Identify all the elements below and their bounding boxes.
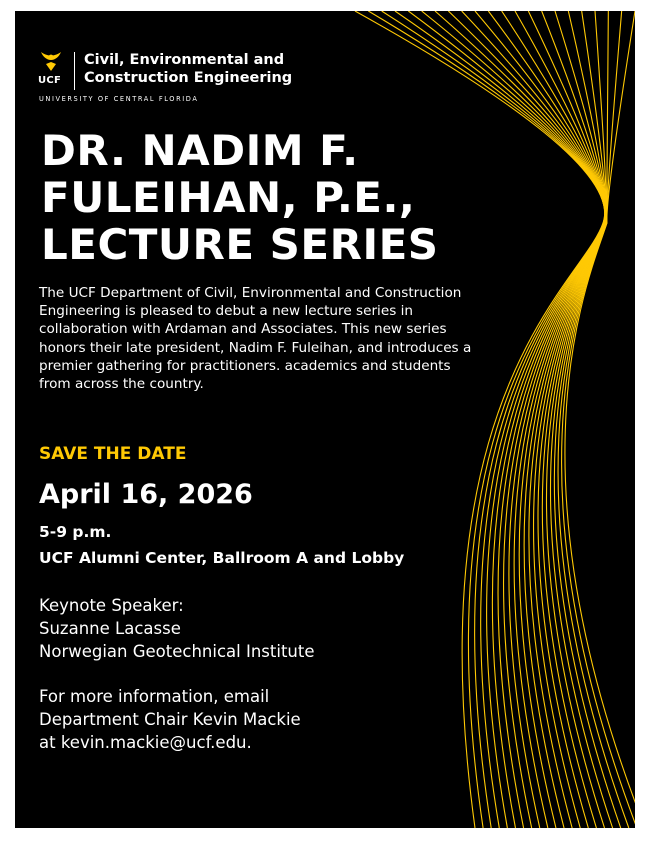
logo-divider: [74, 52, 75, 90]
event-time: 5-9 p.m.: [39, 523, 112, 541]
pegasus-icon: [39, 51, 63, 73]
keynote-label: Keynote Speaker:: [39, 596, 184, 615]
intro-paragraph: The UCF Department of Civil, Environmental and Construction Engineering is pleased to debut a new lecture series in collaboration with Ardaman and Associates. This new series honors their late president, Nadim F. Fuleihan, and introduces a premier gathering for practitioners. academics and students from across the country.: [39, 285, 472, 393]
title-line-2: FULEIHAN, P.E.,: [41, 173, 416, 222]
info-line-3: at kevin.mackie@ucf.edu.: [39, 733, 252, 752]
event-venue: UCF Alumni Center, Ballroom A and Lobby: [39, 549, 405, 567]
keynote-speaker-name: Suzanne Lacasse: [39, 619, 181, 638]
ucf-wordmark: UCF: [38, 75, 62, 86]
title-line-1: DR. NADIM F.: [41, 126, 359, 175]
title-line-3: LECTURE SERIES: [41, 220, 439, 269]
keynote-speaker-org: Norwegian Geotechnical Institute: [39, 642, 315, 661]
department-name: [84, 51, 292, 87]
keynote-block: [39, 594, 315, 663]
department-line-1: Civil, Environmental and: [84, 52, 285, 68]
page-title: [41, 127, 601, 268]
department-line-2: Construction Engineering: [84, 70, 293, 86]
contact-info: [39, 685, 301, 754]
info-line-2: Department Chair Kevin Mackie: [39, 710, 301, 729]
event-poster: [15, 11, 635, 828]
event-date: April 16, 2026: [39, 479, 253, 510]
university-name: UNIVERSITY OF CENTRAL FLORIDA: [39, 95, 199, 103]
ucf-logo: [37, 49, 357, 91]
info-line-1: For more information, email: [39, 687, 270, 706]
save-the-date-label: SAVE THE DATE: [39, 444, 187, 464]
